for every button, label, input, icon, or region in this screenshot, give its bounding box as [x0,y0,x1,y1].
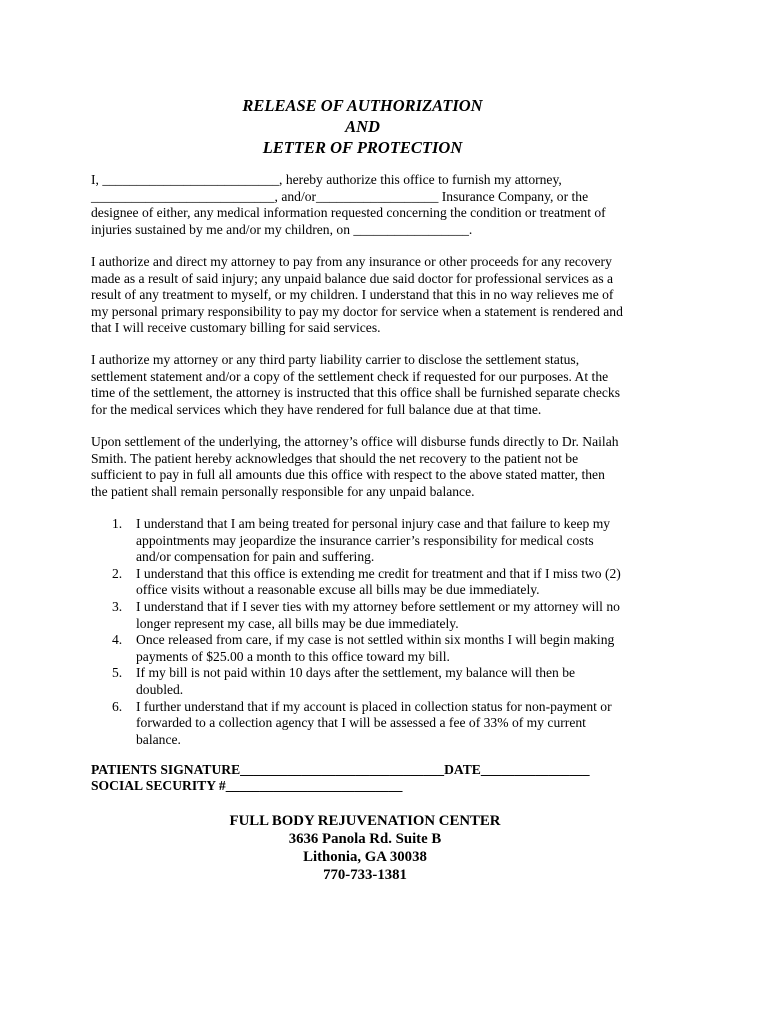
paragraph-line: Smith. The patient hereby acknowledges that should the net recovery to the patient not be [91,450,579,466]
paragraph-line: my personal primary responsibility to pay my doctor for service when a statement is rendered and [91,303,623,319]
list-number: 1. [112,516,123,531]
paragraph-line: sufficient to pay in full all amounts due this office with respect to the above stated matter, then [91,467,605,483]
terms-list [91,516,636,748]
list-item-line: Once released from care, if my case is not settled within six months I will begin making [136,632,615,648]
paragraph-line: ___________________________, and/or__________________ Insurance Company, or the [91,188,589,204]
list-item-line: balance. [136,731,181,747]
list-number: 2. [112,565,123,581]
list-item-line: I understand that if I sever ties with my attorney before settlement or my attorney will no [136,598,620,614]
paragraph-line: I authorize my attorney or any third party liability carrier to disclose the settlement status, [91,352,580,367]
paragraph-line: settlement statement and/or a copy of the settlement check if requested for our purposes. At the [91,368,609,384]
paragraph-line: made as a result of said injury; any unpaid balance due said doctor for professional services as a [91,270,614,286]
paragraph-line: time of the settlement, the attorney is instructed that this office shall be furnished separate checks [91,385,620,401]
list-item-line: office visits without a reasonable excuse all bills may be due immediately. [136,582,540,598]
paragraph-line: injuries sustained by me and/or my children, on _________________. [91,221,473,237]
title-line-2: AND [345,117,380,136]
payment-direction-paragraph [91,254,636,337]
list-item [91,699,636,749]
paragraph-line: Upon settlement of the underlying, the attorney’s office will disburse funds directly to Dr. Nailah [91,434,619,449]
list-item [91,516,636,566]
list-item [91,566,636,599]
list-item-line: I understand that this office is extending me credit for treatment and that if I miss two (2) [136,565,621,581]
paragraph-line: I, __________________________, hereby authorize this office to furnish my attorney, [91,172,562,187]
list-item-line: doubled. [136,681,184,697]
list-item-line: longer represent my case, all bills may be due immediately. [136,615,459,631]
clinic-address: 3636 Panola Rd. Suite B [288,831,442,847]
clinic-name: FULL BODY REJUVENATION CENTER [229,813,501,829]
settlement-paragraph [91,434,636,500]
disclosure-paragraph [91,352,636,418]
list-item [91,599,636,632]
paragraph-line: for the medical services which they have rendered for full balance due at that time. [91,401,542,417]
list-item-line: I further understand that if my account is placed in collection status for non-payment or [136,698,612,714]
list-item-line: appointments may jeopardize the insurance carrier’s responsibility for medical costs [136,532,594,548]
paragraph-line: that I will receive customary billing for said services. [91,320,381,336]
social-security-line: SOCIAL SECURITY #__________________________ [91,778,403,793]
paragraph-line: I authorize and direct my attorney to pay from any insurance or other proceeds for any recovery [91,254,612,269]
paragraph-line: the patient shall remain personally responsible for any unpaid balance. [91,483,475,499]
list-item-line: forwarded to a collection agency that I will be assessed a fee of 33% of my current [136,715,586,731]
authorization-paragraph [91,172,636,238]
clinic-phone: 770-733-1381 [323,867,407,883]
clinic-city: Lithonia, GA 30038 [303,849,427,865]
list-item [91,665,636,698]
patient-signature-line: PATIENTS SIGNATURE______________________________DATE________________ [91,762,590,777]
list-item-line: If my bill is not paid within 10 days after the settlement, my balance will then be [136,665,576,681]
title-line-3: LETTER OF PROTECTION [262,138,463,157]
list-item [91,632,636,665]
title-line-1: RELEASE OF AUTHORIZATION [242,96,483,115]
list-number: 6. [112,698,123,714]
list-item-line: payments of $25.00 a month to this office toward my bill. [136,648,450,664]
paragraph-line: result of any treatment to myself, or my children. I understand that this in no way relieves me of [91,287,614,303]
list-item-line: I understand that I am being treated for personal injury case and that failure to keep my [136,516,611,531]
list-item-line: and/or compensation for pain and suffering. [136,549,375,565]
paragraph-line: designee of either, any medical information requested concerning the condition or treatment of [91,205,606,221]
list-number: 5. [112,665,123,681]
list-number: 4. [112,632,123,648]
list-number: 3. [112,598,123,614]
